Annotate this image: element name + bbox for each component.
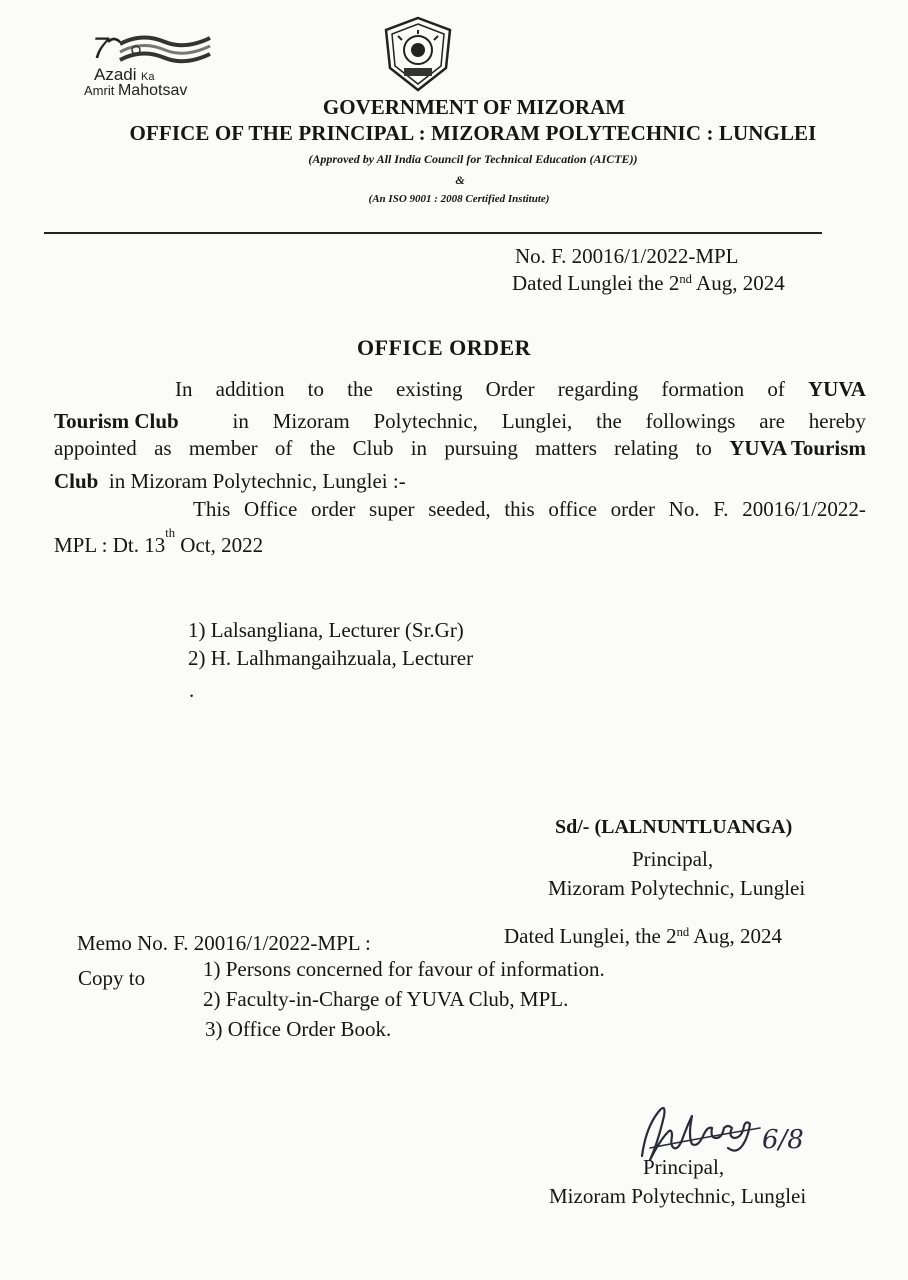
body-line-6 (54, 526, 866, 558)
body-word: existing (395, 377, 463, 401)
aicte-approval-line: (Approved by All India Council for Technical Education (AICTE)) (308, 152, 638, 166)
signatory-title: Principal, (632, 847, 714, 871)
body-word: the (309, 436, 336, 460)
body-word: formation (661, 377, 745, 401)
college-emblem-icon (380, 16, 456, 92)
reference-date-prefix: Dated Lunglei the 2 (512, 271, 680, 295)
signatory-title: Principal, (643, 1155, 725, 1179)
office-order-heading: OFFICE ORDER (357, 335, 532, 360)
body-word: F. (713, 497, 729, 521)
memo-number: Memo No. F. 20016/1/2022-MPL : (77, 931, 371, 955)
signatory-institution: Mizoram Polytechnic, Lunglei (548, 876, 806, 900)
azadi-75-flag-icon (90, 30, 220, 70)
body-line-2 (54, 409, 866, 434)
body-word: the (347, 377, 373, 401)
body-word: hereby (808, 409, 866, 433)
signatory-institution: Mizoram Polytechnic, Lunglei (549, 1184, 807, 1208)
body-word: Order (485, 377, 535, 401)
body-word: Polytechnic, (373, 409, 478, 433)
body-word: relating (614, 436, 679, 460)
body-word: as (154, 436, 172, 460)
body-word: this (504, 497, 535, 521)
body-text: MPL : Dt. 13 (54, 533, 166, 557)
body-word: of (767, 377, 785, 401)
handwritten-date: 6/8 (762, 1125, 804, 1155)
body-word: Mizoram (272, 409, 350, 433)
copy-list-item: 3) Office Order Book. (205, 1017, 392, 1041)
body-word: Office (244, 497, 298, 521)
body-word: 20016/1/2022- (742, 497, 866, 521)
body-word: to (695, 436, 712, 460)
body-word: Club (352, 436, 394, 460)
header-divider (44, 232, 822, 234)
reference-date-sup: nd (679, 272, 692, 287)
memo-date (504, 924, 782, 949)
body-word: the (596, 409, 622, 433)
body-word: order (311, 497, 356, 521)
azadi-word: Azadi (94, 65, 137, 84)
body-word: in (232, 409, 249, 433)
body-word: In (175, 377, 193, 401)
club-name-bold: Tourism Club (54, 409, 179, 433)
stray-dot: . (189, 678, 195, 702)
member-list-item: 2) H. Lalhmangaihzuala, Lecturer (188, 646, 474, 670)
signed-by-line: Sd/- (LALNUNTLUANGA) (555, 816, 793, 838)
body-word: to (307, 377, 324, 401)
body-word: order (610, 497, 655, 521)
body-word: appointed (54, 436, 137, 460)
body-word: matters (535, 436, 597, 460)
club-word-bold: Club (54, 469, 99, 493)
body-word: super (369, 497, 415, 521)
body-line-1 (175, 377, 866, 402)
memo-date-prefix: Dated Lunglei, the 2 (504, 924, 677, 948)
reference-number: No. F. 20016/1/2022-MPL (515, 244, 739, 268)
body-word-bold: YUVA (808, 377, 866, 401)
memo-date-suffix: Aug, 2024 (689, 924, 782, 948)
memo-date-sup: nd (676, 925, 690, 940)
body-word: followings (645, 409, 736, 433)
member-list-item: 1) Lalsangliana, Lecturer (Sr.Gr) (188, 618, 464, 642)
body-line-4 (54, 469, 866, 494)
body-word: This (193, 497, 231, 521)
amrit-word: Amrit (84, 83, 115, 98)
body-word: member (188, 436, 258, 460)
body-text: in Mizoram Polytechnic, Lunglei :- (98, 469, 406, 493)
body-word: are (759, 409, 785, 433)
iso-certification-line: (An ISO 9001 : 2008 Certified Institute) (368, 193, 550, 205)
azadi-ka-amrit-mahotsav-logo (84, 30, 249, 102)
body-word: No. (668, 497, 700, 521)
body-word: addition (215, 377, 285, 401)
government-title: GOVERNMENT OF MIZORAM (322, 95, 626, 119)
body-word: seeded, (428, 497, 491, 521)
svg-text:7: 7 (92, 32, 109, 65)
body-line-3 (54, 436, 866, 461)
copy-to-label: Copy to (78, 966, 146, 990)
reference-date-suffix: Aug, 2024 (691, 271, 785, 295)
body-word: of (274, 436, 293, 460)
body-word: office (548, 497, 597, 521)
body-word: regarding (557, 377, 639, 401)
copy-list-item: 1) Persons concerned for favour of information. (203, 957, 605, 981)
copy-list-item: 2) Faculty-in-Charge of YUVA Club, MPL. (203, 987, 569, 1011)
body-word: Lunglei, (501, 409, 573, 433)
body-word: pursuing (444, 436, 518, 460)
mahotsav-word: Mahotsav (117, 82, 188, 99)
reference-date (512, 271, 785, 296)
ka-word: Ka (140, 71, 155, 83)
body-text: Oct, 2022 (175, 533, 264, 557)
body-word: in (410, 436, 428, 460)
office-title: OFFICE OF THE PRINCIPAL : MIZORAM POLYTECHNIC : LUNGLEI (129, 121, 817, 145)
body-date-sup: th (165, 526, 176, 540)
ampersand-line: & (455, 173, 465, 187)
body-line-5 (193, 497, 866, 522)
club-name-bold: YUVA Tourism (729, 436, 866, 460)
